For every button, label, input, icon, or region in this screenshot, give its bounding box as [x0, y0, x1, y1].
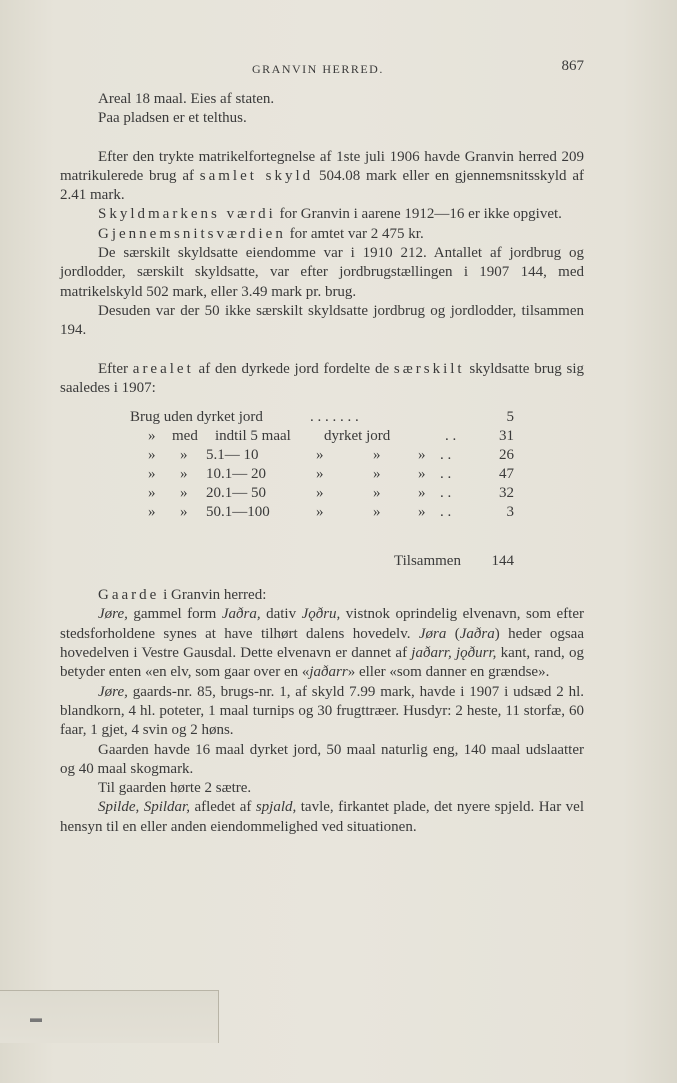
- area-distribution-table: [60, 408, 584, 542]
- paragraph-saetre: Til gaarden hørte 2 sætre.: [98, 780, 252, 797]
- paragraph-farm-land: Gaarden havde 16 maal dyrket jord, 50 maal naturlig eng, 140 maal udslaatter og 40 maal skogmark.: [60, 741, 584, 777]
- gaarde-heading: Gaarde i Granvin herred:: [98, 587, 267, 604]
- paragraph-desuden: Desuden var der 50 ikke særskilt skyldsatte jordbrug og jordlodder, tilsammen 194.: [60, 302, 584, 339]
- paragraph-jore-etymology: Jøre, gammel form Jaðra, dativ Jǫðru, vistnok oprindelig elvenavn, som efter stedsforholdene synes at have tilhørt dalens hovedelv. Jøra (Jaðra) heder ogsaa hovedelven i Vestre Gausdal. Dette elvenavn er dannet af jaðarr, jǫðurr, kant, rand, og betyder enten «en elv, som gaar over en «jaðarr» eller «som danner en grændse».: [60, 606, 584, 681]
- table-row: » » 10.1— 20 » » » . . 47: [148, 466, 514, 483]
- page-body: [60, 90, 584, 837]
- paragraph-arealet: Efter arealet af den dyrkede jord fordelte de særskilt skyldsatte brug sig saaledes i 1907:: [60, 360, 584, 396]
- stamp-dash-icon: ▬: [30, 1011, 42, 1025]
- paragraph-spilde: Spilde, Spildar, afledet af spjald, tavle, firkantet plade, det nyere spjeld. Har vel hensyn til en eller anden eiendommelighed ved situationen.: [60, 799, 584, 835]
- total-label: Tilsammen: [394, 553, 461, 570]
- page-number: 867: [561, 58, 584, 74]
- table-total: [60, 552, 584, 576]
- table-row: Brug uden dyrket jord . . . . . . . 5: [130, 409, 514, 426]
- running-title: GRANVIN HERRED.: [252, 62, 384, 76]
- total-value: 144: [491, 553, 514, 570]
- page-header: [60, 58, 584, 82]
- paragraph-skyldmark: Skyldmarkens værdi for Granvin i aarene 1912—16 er ikke opgivet.: [98, 206, 562, 223]
- intro-line-2: Paa pladsen er et telthus.: [98, 110, 247, 127]
- intro-line-1: Areal 18 maal. Eies af staten.: [98, 91, 275, 107]
- table-row: » » 50.1—100 » » » . . 3: [148, 504, 514, 521]
- paragraph-gjennemsnit: Gjennemsnitsværdien for amtet var 2 475 kr.: [98, 225, 424, 242]
- paragraph-matrikel: Efter den trykte matrikelfortegnelse af 1ste juli 1906 havde Granvin herred 209 matrikulerede brug af samlet skyld 504.08 mark eller en gjennemsnitsskyld af 2.41 mark.: [60, 148, 584, 204]
- table-row: » » 5.1— 10 » » » . . 26: [148, 447, 514, 464]
- table-row: » » 20.1— 50 » » » . . 32: [148, 485, 514, 502]
- paragraph-eiendomme: De særskilt skyldsatte eiendomme var i 1910 212. Antallet af jordbrug og jordlodder, særskilt skyldsatte, var efter jordbrugstællingen i 1907 144, med matrikelskyld 502 mark, eller 3.49 mark pr. brug.: [60, 245, 584, 300]
- paragraph-jore-farm: Jøre, gaards-nr. 85, brugs-nr. 1, af skyld 7.99 mark, havde i 1907 i udsæd 2 hl. blandkorn, 4 hl. poteter, 1 maal turnips og 30 frugttræer. Husdyr: 2 heste, 11 storfæ, 60 faar, 1 gjet, 4 svin og 2 høns.: [60, 683, 584, 739]
- library-stamp: [0, 990, 219, 1043]
- table-row: » med indtil 5 maal dyrket jord . . 31: [148, 428, 514, 445]
